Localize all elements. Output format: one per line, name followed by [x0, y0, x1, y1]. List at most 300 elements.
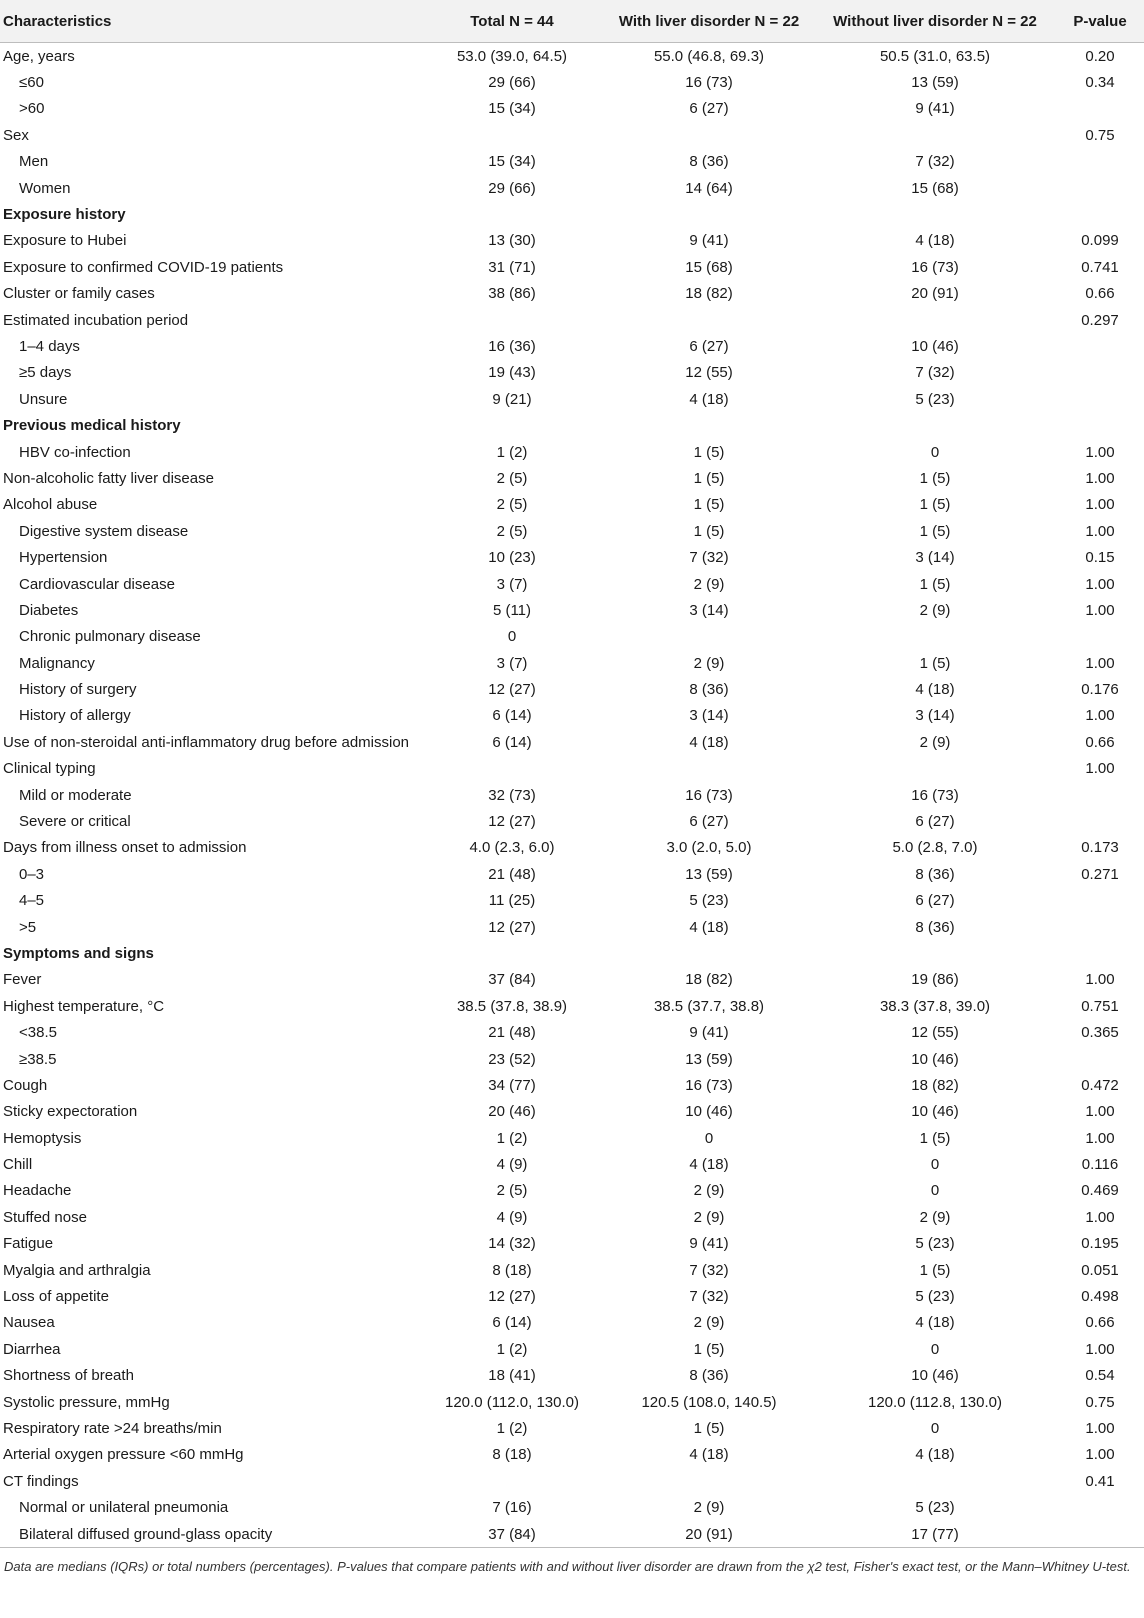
cell-total: 1 (2) — [496, 1420, 528, 1437]
table-row — [0, 386, 1144, 412]
cell-with-liver-disorder: 16 (73) — [685, 74, 733, 92]
cell-characteristic: Stuffed nose — [3, 1208, 87, 1226]
table-row — [0, 254, 1144, 280]
table-row — [0, 624, 1144, 650]
cell-total: 6 (14) — [492, 1314, 532, 1332]
table-row — [0, 756, 1144, 782]
cell-total: 20 (46) — [488, 1103, 536, 1121]
cell-with-liver-disorder: 55.0 (46.8, 69.3) — [653, 47, 765, 65]
cell-p-value: 0.751 — [1081, 997, 1119, 1015]
cell-without-liver-disorder: 4 (18) — [915, 681, 955, 699]
table-row — [0, 1099, 1144, 1125]
cell-characteristic: 1–4 days — [19, 337, 80, 355]
cell-total: 8 (18) — [492, 1446, 532, 1464]
table-header-row — [0, 0, 1144, 43]
cell-total: 3 (7) — [496, 654, 528, 672]
cell-total: 6 (14) — [492, 733, 532, 751]
cell-with-liver-disorder: 7 (32) — [689, 1288, 729, 1306]
table-row — [0, 175, 1144, 201]
cell-characteristic: Chill — [3, 1156, 33, 1174]
cell-total: 12 (27) — [488, 918, 536, 936]
cell-with-liver-disorder: 2 (9) — [693, 1314, 725, 1332]
table-row — [0, 1046, 1144, 1072]
cell-characteristic: Exposure history — [3, 206, 126, 224]
cell-p-value: 0.66 — [1085, 733, 1115, 751]
cell-characteristic: Headache — [3, 1182, 72, 1200]
cell-p-value: 1.00 — [1085, 601, 1115, 619]
table-row — [0, 149, 1144, 175]
cell-p-value: 0.75 — [1085, 1393, 1115, 1411]
cell-characteristic: Highest temperature, °C — [3, 997, 165, 1015]
header-with-liver-disorder: With liver disorder N = 22 — [601, 0, 817, 43]
cell-with-liver-disorder — [601, 624, 817, 650]
cell-with-liver-disorder: 6 (27) — [689, 100, 729, 118]
cell-with-liver-disorder: 18 (82) — [685, 971, 733, 989]
cell-without-liver-disorder: 0 — [930, 443, 940, 461]
cell-with-liver-disorder: 3 (14) — [689, 601, 729, 619]
cell-with-liver-disorder: 4 (18) — [689, 918, 729, 936]
cell-p-value: 0.297 — [1081, 311, 1119, 329]
table-row — [0, 360, 1144, 386]
cell-total — [423, 122, 601, 148]
cell-characteristic: Fatigue — [3, 1235, 54, 1253]
table-row — [0, 1231, 1144, 1257]
cell-characteristic: Use of non-steroidal anti-inflammatory drug before admission — [3, 733, 410, 751]
cell-p-value — [1053, 1494, 1144, 1520]
cell-without-liver-disorder — [817, 756, 1053, 782]
cell-with-liver-disorder: 2 (9) — [693, 1208, 725, 1226]
table-row — [0, 1494, 1144, 1520]
cell-total: 11 (25) — [488, 892, 536, 910]
cell-p-value: 1.00 — [1085, 1446, 1115, 1464]
table-row — [0, 1310, 1144, 1336]
cell-p-value: 0.099 — [1081, 232, 1119, 250]
cell-with-liver-disorder: 15 (68) — [685, 258, 733, 276]
cell-characteristic: Bilateral diffused ground-glass opacity — [0, 1521, 423, 1548]
cell-with-liver-disorder: 18 (82) — [685, 285, 733, 303]
table-row — [0, 729, 1144, 755]
cell-without-liver-disorder: 2 (9) — [919, 601, 951, 619]
cell-with-liver-disorder — [601, 122, 817, 148]
cell-characteristic: History of surgery — [19, 681, 137, 699]
header-without-liver-disorder: Without liver disorder N = 22 — [817, 0, 1053, 43]
cell-without-liver-disorder — [817, 307, 1053, 333]
cell-without-liver-disorder: 0 — [930, 1182, 940, 1200]
cell-total: 1 (2) — [496, 443, 528, 461]
cell-with-liver-disorder: 8 (36) — [689, 1367, 729, 1385]
cell-p-value — [1053, 940, 1144, 966]
table-row — [0, 1178, 1144, 1204]
cell-with-liver-disorder: 1 (5) — [693, 443, 725, 461]
cell-without-liver-disorder: 17 (77) — [817, 1521, 1053, 1548]
table-row — [0, 1415, 1144, 1441]
table-row — [0, 518, 1144, 544]
cell-total: 13 (30) — [488, 232, 536, 250]
cell-without-liver-disorder — [817, 412, 1053, 438]
table-footnote: Data are medians (IQRs) or total numbers (percentages). P-values that compare patients with and without liver disorder are drawn from the χ2 test, Fisher's exact test, or the Mann–Whitney U-test. — [4, 1559, 1131, 1575]
cell-characteristic: Previous medical history — [3, 417, 181, 435]
cell-with-liver-disorder: 4 (18) — [689, 390, 729, 408]
cell-with-liver-disorder: 6 (27) — [689, 813, 729, 831]
cell-without-liver-disorder: 1 (5) — [919, 469, 951, 487]
table-row — [0, 967, 1144, 993]
cell-characteristic: Loss of appetite — [3, 1288, 109, 1306]
cell-total: 21 (48) — [488, 1024, 536, 1042]
cell-total: 4.0 (2.3, 6.0) — [469, 839, 555, 857]
cell-characteristic: Fever — [3, 971, 42, 989]
cell-without-liver-disorder — [817, 940, 1053, 966]
cell-characteristic: Cough — [3, 1076, 48, 1094]
cell-total: 3 (7) — [496, 575, 528, 593]
cell-with-liver-disorder: 10 (46) — [685, 1103, 733, 1121]
cell-characteristic: Respiratory rate >24 breaths/min — [3, 1420, 222, 1437]
cell-characteristic: Arterial oxygen pressure <60 mmHg — [3, 1446, 244, 1464]
cell-p-value: 1.00 — [1085, 1208, 1115, 1226]
cell-p-value — [1053, 412, 1144, 438]
table-row — [0, 1389, 1144, 1415]
cell-with-liver-disorder: 9 (41) — [689, 1024, 729, 1042]
cell-characteristic: Nausea — [3, 1314, 55, 1332]
cell-with-liver-disorder: 9 (41) — [689, 1235, 729, 1253]
cell-p-value — [1053, 175, 1144, 201]
cell-without-liver-disorder: 50.5 (31.0, 63.5) — [879, 47, 991, 65]
cell-p-value: 1.00 — [1085, 654, 1115, 672]
cell-with-liver-disorder: 3 (14) — [689, 707, 729, 725]
cell-total: 16 (36) — [488, 337, 536, 355]
cell-characteristic: Hemoptysis — [3, 1129, 82, 1147]
cell-p-value: 1.00 — [1085, 496, 1115, 514]
cell-with-liver-disorder: 1 (5) — [693, 496, 725, 514]
cell-without-liver-disorder: 4 (18) — [915, 1314, 955, 1332]
cell-p-value — [1053, 808, 1144, 834]
cell-total: 0 — [507, 628, 517, 646]
cell-total: 15 (34) — [488, 100, 536, 118]
cell-total: 53.0 (39.0, 64.5) — [456, 47, 568, 65]
cell-characteristic: Shortness of breath — [3, 1367, 134, 1385]
cell-without-liver-disorder: 20 (91) — [911, 285, 959, 303]
cell-characteristic: Sex — [3, 126, 29, 144]
cell-total — [423, 307, 601, 333]
table-row — [0, 1363, 1144, 1389]
cell-characteristic: Exposure to Hubei — [3, 232, 127, 250]
header-p-value: P-value — [1053, 0, 1144, 43]
cell-with-liver-disorder: 1 (5) — [693, 1420, 725, 1437]
cell-characteristic: Estimated incubation period — [3, 311, 189, 329]
cell-without-liver-disorder: 10 (46) — [911, 1103, 959, 1121]
cell-p-value: 0.66 — [1085, 1314, 1115, 1332]
cell-without-liver-disorder — [817, 624, 1053, 650]
table-row — [0, 228, 1144, 254]
cell-with-liver-disorder: 0 — [704, 1129, 714, 1147]
cell-without-liver-disorder: 5 (23) — [915, 1288, 955, 1306]
table-row — [0, 782, 1144, 808]
table-row — [0, 835, 1144, 861]
cell-total: 29 (66) — [488, 179, 536, 197]
cell-characteristic: >5 — [19, 918, 37, 936]
table-row — [0, 861, 1144, 887]
cell-characteristic: >60 — [19, 100, 45, 118]
cell-characteristic: Clinical typing — [3, 760, 96, 778]
table-row — [0, 307, 1144, 333]
cell-total: 37 (84) — [423, 1521, 601, 1548]
cell-p-value: 0.195 — [1081, 1235, 1119, 1253]
cell-characteristic: Systolic pressure, mmHg — [3, 1393, 170, 1411]
cell-p-value: 0.54 — [1085, 1367, 1115, 1385]
table-row — [0, 1521, 1144, 1548]
cell-characteristic: Diabetes — [19, 601, 79, 619]
cell-p-value: 0.75 — [1085, 126, 1115, 144]
cell-total — [423, 201, 601, 227]
cell-p-value: 1.00 — [1085, 522, 1115, 540]
cell-without-liver-disorder: 0 — [930, 1420, 940, 1437]
cell-characteristic: History of allergy — [19, 707, 131, 725]
cell-p-value — [1053, 386, 1144, 412]
cell-p-value — [1053, 782, 1144, 808]
cell-without-liver-disorder: 10 (46) — [911, 1050, 959, 1068]
cell-characteristic: Malignancy — [19, 654, 95, 672]
cell-without-liver-disorder: 5.0 (2.8, 7.0) — [892, 839, 978, 857]
table-body — [0, 43, 1144, 1548]
cell-characteristic: Non-alcoholic fatty liver disease — [3, 469, 214, 487]
cell-p-value — [1053, 914, 1144, 940]
cell-with-liver-disorder: 120.5 (108.0, 140.5) — [641, 1393, 777, 1411]
cell-without-liver-disorder: 16 (73) — [911, 258, 959, 276]
cell-total: 37 (84) — [488, 971, 536, 989]
cell-total: 34 (77) — [488, 1076, 536, 1094]
cell-p-value: 0.498 — [1081, 1288, 1119, 1306]
cell-without-liver-disorder: 18 (82) — [911, 1076, 959, 1094]
cell-total: 4 (9) — [496, 1156, 528, 1174]
header-characteristics: Characteristics — [0, 0, 423, 43]
cell-p-value: 0.15 — [1085, 549, 1115, 567]
cell-p-value: 0.41 — [1085, 1472, 1115, 1490]
cell-total: 29 (66) — [488, 74, 536, 92]
table-row — [0, 43, 1144, 70]
cell-without-liver-disorder: 7 (32) — [915, 153, 955, 171]
table-row — [0, 69, 1144, 95]
cell-with-liver-disorder: 1 (5) — [693, 522, 725, 540]
cell-p-value — [1053, 624, 1144, 650]
table-row — [0, 1204, 1144, 1230]
cell-p-value: 1.00 — [1085, 707, 1115, 725]
cell-without-liver-disorder: 5 (23) — [915, 1235, 955, 1253]
cell-total: 23 (52) — [488, 1050, 536, 1068]
cell-characteristic: Age, years — [3, 47, 75, 65]
cell-total: 2 (5) — [496, 496, 528, 514]
table-row — [0, 571, 1144, 597]
cell-total: 12 (27) — [488, 1288, 536, 1306]
cell-with-liver-disorder: 8 (36) — [689, 153, 729, 171]
cell-total: 21 (48) — [488, 865, 536, 883]
cell-total: 120.0 (112.0, 130.0) — [445, 1393, 579, 1411]
cell-without-liver-disorder: 2 (9) — [919, 1208, 951, 1226]
table-row — [0, 96, 1144, 122]
cell-total: 10 (23) — [488, 549, 536, 567]
cell-p-value: 1.00 — [1085, 760, 1115, 778]
table-row — [0, 492, 1144, 518]
cell-p-value: 0.173 — [1081, 839, 1119, 857]
cell-with-liver-disorder: 7 (32) — [689, 549, 729, 567]
cell-with-liver-disorder: 5 (23) — [689, 892, 729, 910]
table-row — [0, 1125, 1144, 1151]
table-row — [0, 333, 1144, 359]
table-row — [0, 465, 1144, 491]
table-row — [0, 122, 1144, 148]
cell-without-liver-disorder: 6 (27) — [915, 892, 955, 910]
cell-characteristic: Symptoms and signs — [3, 944, 154, 962]
cell-with-liver-disorder: 38.5 (37.7, 38.8) — [653, 997, 765, 1015]
cell-characteristic: 0–3 — [19, 865, 45, 883]
cell-total: 19 (43) — [488, 364, 536, 382]
cell-total — [423, 412, 601, 438]
cell-total: 14 (32) — [488, 1235, 536, 1253]
cell-without-liver-disorder: 3 (14) — [915, 707, 955, 725]
cell-total: 7 (16) — [492, 1499, 532, 1517]
cell-characteristic: Mild or moderate — [19, 786, 132, 804]
table-row — [0, 281, 1144, 307]
cell-without-liver-disorder: 13 (59) — [911, 74, 959, 92]
cell-without-liver-disorder: 6 (27) — [915, 813, 955, 831]
cell-characteristic: Women — [19, 179, 71, 197]
section-row — [0, 940, 1144, 966]
cell-without-liver-disorder: 38.3 (37.8, 39.0) — [879, 997, 991, 1015]
cell-with-liver-disorder: 2 (9) — [693, 575, 725, 593]
cell-without-liver-disorder: 1 (5) — [919, 1261, 951, 1279]
cell-p-value — [1053, 96, 1144, 122]
cell-with-liver-disorder: 2 (9) — [693, 1499, 725, 1517]
cell-without-liver-disorder: 5 (23) — [915, 1499, 955, 1517]
cell-characteristic: ≤60 — [19, 74, 44, 92]
cell-total: 12 (27) — [488, 813, 536, 831]
cell-p-value: 1.00 — [1085, 469, 1115, 487]
cell-total: 1 (2) — [496, 1340, 528, 1358]
cell-p-value: 0.176 — [1081, 681, 1119, 699]
table-row — [0, 1072, 1144, 1098]
cell-total — [423, 756, 601, 782]
table-row — [0, 1336, 1144, 1362]
cell-total: 4 (9) — [496, 1208, 528, 1226]
cell-without-liver-disorder: 10 (46) — [911, 1367, 959, 1385]
cell-with-liver-disorder: 8 (36) — [689, 681, 729, 699]
cell-p-value: 0.66 — [1085, 285, 1115, 303]
cell-with-liver-disorder: 9 (41) — [689, 232, 729, 250]
cell-p-value: 1.00 — [1085, 1129, 1115, 1147]
table-row — [0, 808, 1144, 834]
cell-p-value — [1053, 149, 1144, 175]
cell-without-liver-disorder — [817, 201, 1053, 227]
cell-characteristic: Diarrhea — [3, 1340, 61, 1358]
cell-total: 18 (41) — [488, 1367, 536, 1385]
cell-characteristic: Sticky expectoration — [3, 1103, 138, 1121]
cell-characteristic: <38.5 — [19, 1024, 57, 1042]
cell-total: 2 (5) — [496, 522, 528, 540]
cell-with-liver-disorder — [601, 412, 817, 438]
cell-total: 2 (5) — [496, 1182, 528, 1200]
cell-p-value: 1.00 — [1085, 1340, 1115, 1358]
cell-characteristic: Unsure — [19, 390, 68, 408]
cell-p-value: 1.00 — [1085, 971, 1115, 989]
cell-without-liver-disorder: 19 (86) — [911, 971, 959, 989]
cell-without-liver-disorder: 3 (14) — [915, 549, 955, 567]
cell-without-liver-disorder: 2 (9) — [919, 733, 951, 751]
cell-total: 2 (5) — [496, 469, 528, 487]
cell-with-liver-disorder: 13 (59) — [685, 1050, 733, 1068]
cell-total: 6 (14) — [492, 707, 532, 725]
cell-p-value: 0.271 — [1081, 865, 1119, 883]
cell-characteristic: Myalgia and arthralgia — [3, 1261, 151, 1279]
cell-p-value: 0.20 — [1085, 47, 1115, 65]
cell-without-liver-disorder: 8 (36) — [915, 865, 955, 883]
cell-characteristic: Digestive system disease — [19, 522, 189, 540]
cell-total — [423, 1468, 601, 1494]
cell-without-liver-disorder: 0 — [930, 1156, 940, 1174]
cell-total: 32 (73) — [488, 786, 536, 804]
cell-p-value: 0.365 — [1081, 1024, 1119, 1042]
cell-p-value: 0.741 — [1081, 258, 1119, 276]
cell-p-value: 1.00 — [1085, 443, 1115, 461]
table-row — [0, 439, 1144, 465]
cell-without-liver-disorder: 9 (41) — [915, 100, 955, 118]
cell-without-liver-disorder: 0 — [930, 1340, 940, 1358]
cell-with-liver-disorder: 12 (55) — [685, 364, 733, 382]
cell-p-value — [1053, 360, 1144, 386]
cell-without-liver-disorder: 1 (5) — [919, 522, 951, 540]
table-row — [0, 1283, 1144, 1309]
cell-total: 15 (34) — [488, 153, 536, 171]
cell-without-liver-disorder: 15 (68) — [911, 179, 959, 197]
cell-p-value: 1.00 — [1085, 1420, 1115, 1437]
table-row — [0, 597, 1144, 623]
cell-total: 5 (11) — [492, 601, 532, 619]
cell-p-value: 0.116 — [1081, 1156, 1119, 1174]
table-row — [0, 888, 1144, 914]
cell-characteristic: Alcohol abuse — [3, 496, 98, 514]
table-row — [0, 1468, 1144, 1494]
cell-p-value — [1053, 333, 1144, 359]
cell-p-value: 0.469 — [1081, 1182, 1119, 1200]
cell-with-liver-disorder — [601, 1468, 817, 1494]
cell-without-liver-disorder: 1 (5) — [919, 1129, 951, 1147]
cell-without-liver-disorder: 120.0 (112.8, 130.0) — [868, 1393, 1002, 1411]
cell-with-liver-disorder: 1 (5) — [693, 1340, 725, 1358]
table-row — [0, 676, 1144, 702]
cell-without-liver-disorder: 12 (55) — [911, 1024, 959, 1042]
section-row — [0, 412, 1144, 438]
cell-with-liver-disorder: 14 (64) — [685, 179, 733, 197]
cell-without-liver-disorder — [817, 122, 1053, 148]
table-row — [0, 914, 1144, 940]
cell-total: 9 (21) — [492, 390, 532, 408]
cell-characteristic: 4–5 — [19, 892, 45, 910]
cell-characteristic: Cardiovascular disease — [19, 575, 175, 593]
cell-with-liver-disorder: 1 (5) — [693, 469, 725, 487]
cell-total: 8 (18) — [492, 1261, 532, 1279]
cell-characteristic: Men — [19, 153, 49, 171]
cell-without-liver-disorder: 8 (36) — [915, 918, 955, 936]
cell-with-liver-disorder: 2 (9) — [693, 1182, 725, 1200]
cell-p-value: 0.472 — [1081, 1076, 1119, 1094]
cell-with-liver-disorder — [601, 756, 817, 782]
cell-with-liver-disorder: 16 (73) — [685, 786, 733, 804]
cell-p-value — [1053, 201, 1144, 227]
cell-with-liver-disorder: 4 (18) — [689, 1156, 729, 1174]
cell-p-value — [1053, 1046, 1144, 1072]
table-row — [0, 1151, 1144, 1177]
cell-without-liver-disorder: 10 (46) — [911, 337, 959, 355]
cell-characteristic: Normal or unilateral pneumonia — [19, 1499, 229, 1517]
table-row — [0, 544, 1144, 570]
cell-p-value: 0.34 — [1085, 74, 1115, 92]
